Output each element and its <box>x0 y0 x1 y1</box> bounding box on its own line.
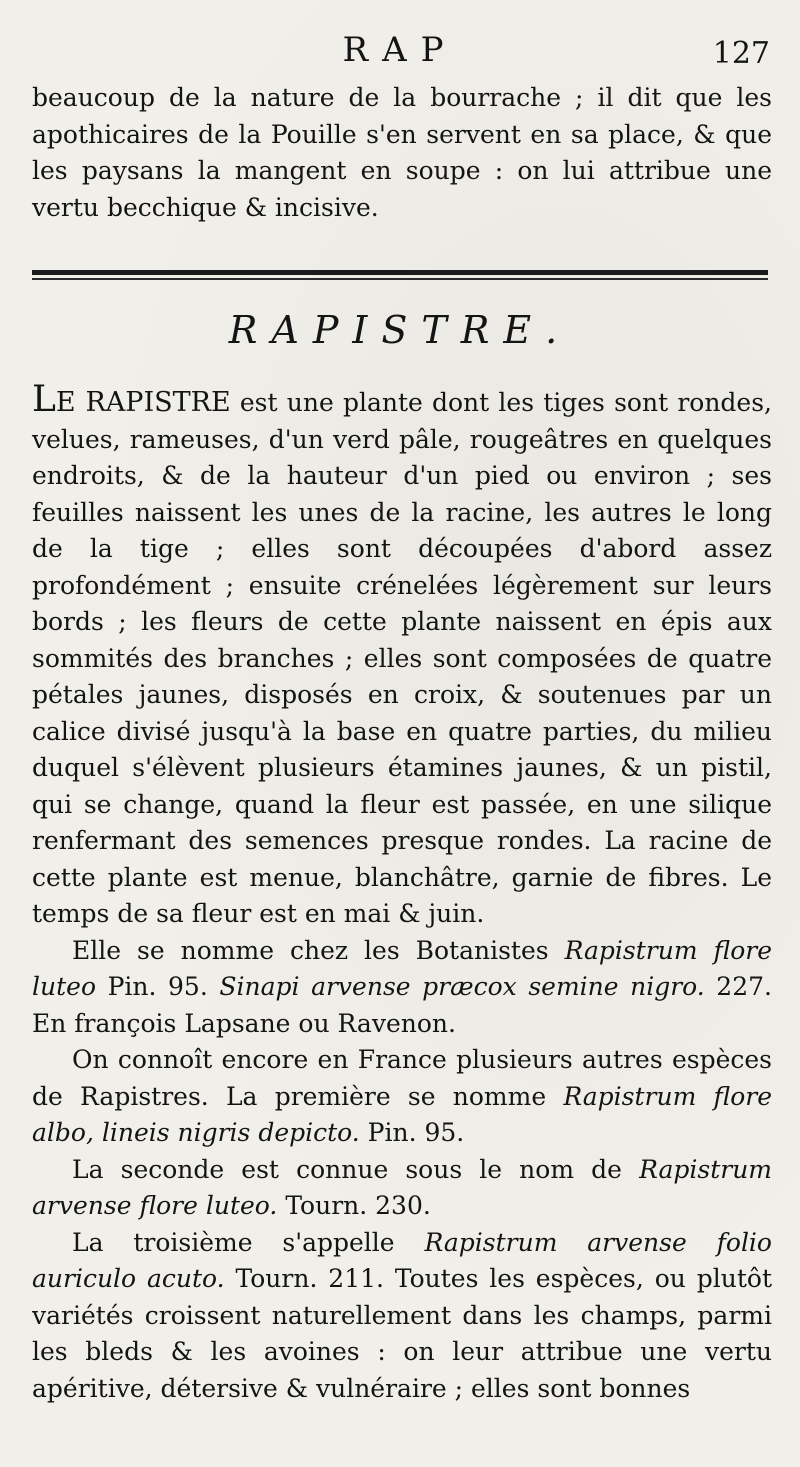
latin-name: Rapistrum arvense flore luteo. <box>32 1154 772 1220</box>
species-paragraph-2 <box>32 1152 772 1225</box>
text-run: La seconde est connue sous le nom de <box>72 1154 640 1184</box>
text-run: Pin. 95. <box>359 1118 465 1147</box>
botanical-names-paragraph <box>32 933 772 1043</box>
text-run: Tourn. 230. <box>277 1191 431 1220</box>
section-title: RAPISTRE. <box>228 308 572 352</box>
lead-word: E RAPISTRE <box>55 387 231 418</box>
page-number: 127 <box>712 36 770 71</box>
latin-name: Rapistrum flore albo, lineis nigris depicto. <box>32 1081 772 1147</box>
latin-name: Rapistrum flore luteo <box>32 935 772 1001</box>
text-run: Elle se nomme chez les Botanistes <box>72 935 565 965</box>
description-paragraph <box>32 379 773 933</box>
section-divider <box>32 270 768 275</box>
description-text: est une plante dont les tiges sont rondes, velues, rameuses, d'un verd pâle, rougeâtres en quelques endroits, & de la hauteur d'un pied ou environ ; ses feuilles naissent les unes de la racine, les autres le long de la tige ; elles sont découpées d'abord assez profondément ; ensuite crénelées légèrement sur leurs bords ; les fleurs de cette plante naissent en épis aux sommités des branches ; elles sont composées de quatre pétales jaunes, disposés en croix, & soutenues par un calice divisé jusqu'à la base en quatre parties, du milieu duquel s'élèvent plusieurs étamines jaunes, & un pistil, qui se change, quand la fleur est passée, en une silique renfermant des semences presque rondes. La racine de cette plante est menue, blanchâtre, garnie de fibres. Le temps de sa fleur est en mai & juin. <box>32 388 773 928</box>
latin-name: Sinapi arvense præcox semine nigro. <box>219 972 705 1001</box>
species-paragraph-1 <box>32 1042 772 1152</box>
drop-letter: L <box>32 379 56 420</box>
entry-body <box>32 379 773 1407</box>
species-paragraph-3 <box>32 1225 772 1408</box>
text-run: La troisième s'appelle <box>72 1227 425 1257</box>
text-run: Tourn. 211. Toutes les espèces, ou plutôt variétés croissent naturellement dans les champs, parmi les bleds & les avoines : on leur attribue une vertu apéritive, détersive & vulnéraire ; elles sont bonnes <box>32 1264 772 1403</box>
text-run: Pin. 95. <box>96 972 220 1001</box>
latin-name: Rapistrum arvense folio auriculo acuto. <box>32 1227 772 1293</box>
text-run: 227. En françois Lapsane ou Ravenon. <box>32 972 772 1038</box>
intro-paragraph: beaucoup de la nature de la bourrache ; il dit que les apothicaires de la Pouille s'en servent en sa place, & que les paysans la mangent en soupe : on lui attribue une vertu becchique & incisive. <box>32 83 772 222</box>
running-head: RAP <box>342 30 458 70</box>
section-divider-thin <box>32 278 768 280</box>
page-header <box>30 30 770 80</box>
text-run: On connoît encore en France plusieurs autres espèces de Rapistres. La première se nomme <box>32 1045 772 1111</box>
